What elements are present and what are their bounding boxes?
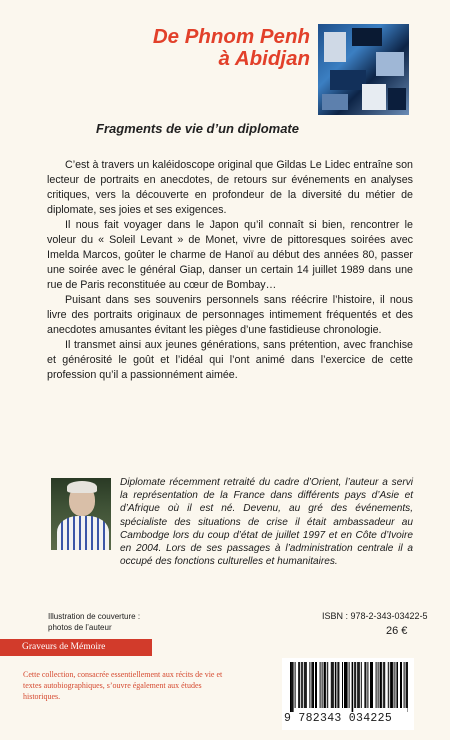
- barcode-bar: [384, 662, 385, 708]
- barcode-bar: [312, 662, 314, 708]
- barcode-bar: [376, 662, 377, 708]
- barcode-bar: [322, 662, 323, 708]
- barcode-bar: [315, 662, 316, 708]
- book-subtitle: Fragments de vie d’un diplomate: [96, 121, 299, 136]
- author-bio: Diplomate récemment retraité du cadre d’Orient, l’auteur a servi la représentation de la France dans différents pays d’Asie et d’Afrique où il est né. Devenu, au gré des événements, spécialiste des situations de crise il était ambassadeur au Cambodge lors du coup d’état de juillet 1997 et en Côte d’Ivoire en 2004. Lors de ses passages à l’administration centrale il a occupé des fonctions culturelles et humanitaires.: [120, 477, 413, 568]
- barcode-bar: [352, 662, 354, 712]
- barcode-digits: 9 782343 034225: [284, 712, 393, 725]
- isbn: ISBN : 978-2-343-03422-5: [322, 611, 428, 621]
- illustration-credit-line-2: photos de l’auteur: [48, 623, 112, 632]
- barcode-bar: [357, 662, 359, 708]
- barcode-bar: [293, 662, 294, 712]
- barcode-bar: [320, 662, 321, 708]
- illustration-credit: [48, 611, 140, 633]
- barcode-bar: [306, 662, 307, 708]
- barcode-bar: [404, 662, 405, 708]
- barcode-bar: [299, 662, 300, 708]
- barcode-bar: [324, 662, 326, 708]
- barcode-bar: [355, 662, 356, 708]
- barcode-bar: [370, 662, 371, 708]
- barcode-bar: [381, 662, 382, 708]
- barcode-bar: [406, 662, 407, 708]
- back-cover-blurb: [47, 158, 413, 383]
- barcode-bar: [311, 662, 312, 708]
- barcode-bar: [390, 662, 391, 708]
- barcode-bar: [344, 662, 345, 708]
- title-line-1: De Phnom Penh: [152, 25, 310, 48]
- barcode-bar: [391, 662, 393, 708]
- barcode-bar: [359, 662, 360, 708]
- barcode-bar: [345, 662, 346, 708]
- barcode-bar: [372, 662, 373, 708]
- cover-photo: [318, 24, 409, 115]
- barcode-bar: [361, 662, 362, 708]
- barcode-bar: [364, 662, 365, 708]
- barcode-bar: [327, 662, 328, 708]
- barcode-bar: [349, 662, 350, 708]
- barcode: [282, 658, 414, 730]
- barcode-bar: [290, 662, 292, 712]
- barcode-bar: [400, 662, 401, 708]
- barcode-bar: [298, 662, 299, 708]
- barcode-bar: [333, 662, 334, 708]
- blurb-paragraph-4: Il transmet ainsi aux jeunes générations, sans prétention, avec franchise et générosité le goût et l’idéal qui l’ont animé dans l’exercice de cette profession qu’il a passionnément aimée.: [47, 338, 413, 381]
- price: 26 €: [386, 625, 408, 637]
- barcode-bar: [338, 662, 339, 708]
- barcode-bar: [304, 662, 305, 708]
- title-line-2: à Abidjan: [218, 47, 310, 70]
- barcode-bar: [325, 662, 326, 708]
- barcode-bar: [394, 662, 395, 708]
- barcode-bar: [380, 662, 382, 708]
- barcode-bar: [301, 662, 303, 708]
- barcode-bar: [335, 662, 337, 708]
- barcode-bar: [346, 662, 348, 708]
- barcode-bar: [383, 662, 384, 708]
- barcode-bar: [367, 662, 368, 708]
- collection-description: Cette collection, consacrée essentiellement aux récits de vie et textes autobiographiques, s’ouvre également aux études historiques.: [23, 670, 223, 701]
- barcode-bar: [371, 662, 372, 708]
- barcode-bar: [332, 662, 333, 708]
- barcode-bar: [392, 662, 393, 708]
- barcode-bar: [337, 662, 338, 708]
- barcode-bar: [309, 662, 310, 708]
- blurb-paragraph-2: Il nous fait voyager dans le Japon qu’il connaît si bien, rencontrer le voleur du « Soleil Levant » de Monet, vivre de pittoresques soirées avec Imelda Marcos, goûter le charme de Hanoï au début des années 80, passer une soirée avec le général Giap, danser un certain 14 juillet 1989 dans une rue de Paris reconstituée au cœur de Bombay…: [47, 218, 413, 291]
- barcode-bar: [365, 662, 366, 708]
- blurb-paragraph-3: Puisant dans ses souvenirs personnels sans réécrire l’histoire, il nous livre des portraits originaux de personnages intimement fréquentés et des anecdotes amusantes évitant les pièges d’une fastidieuse chronologie.: [47, 293, 413, 336]
- barcode-bar: [354, 662, 355, 708]
- barcode-bar: [342, 662, 343, 708]
- barcode-bar: [292, 662, 293, 712]
- blurb-paragraph-1: C’est à travers un kaléidoscope original que Gildas Le Lidec entraîne son lecteur de portraits en anecdotes, de retours sur événements en analyses critiques, vers la découverte en profondeur de la diversité du métier de diplomate, ses joies et ses exigences.: [47, 159, 413, 216]
- author-photo: [51, 478, 111, 550]
- barcode-bar: [396, 662, 398, 708]
- barcode-bar: [378, 662, 379, 708]
- barcode-bar: [295, 662, 296, 708]
- barcode-bars: [288, 662, 408, 712]
- barcode-bar: [331, 662, 332, 708]
- barcode-bar: [401, 662, 402, 708]
- barcode-bar: [305, 662, 306, 708]
- barcode-bar: [388, 662, 389, 708]
- series-name: Graveurs de Mémoire: [0, 639, 152, 656]
- book-title: [153, 26, 310, 70]
- illustration-credit-line-1: Illustration de couverture :: [48, 612, 141, 621]
- barcode-bar: [407, 662, 408, 708]
- barcode-bar: [316, 662, 317, 708]
